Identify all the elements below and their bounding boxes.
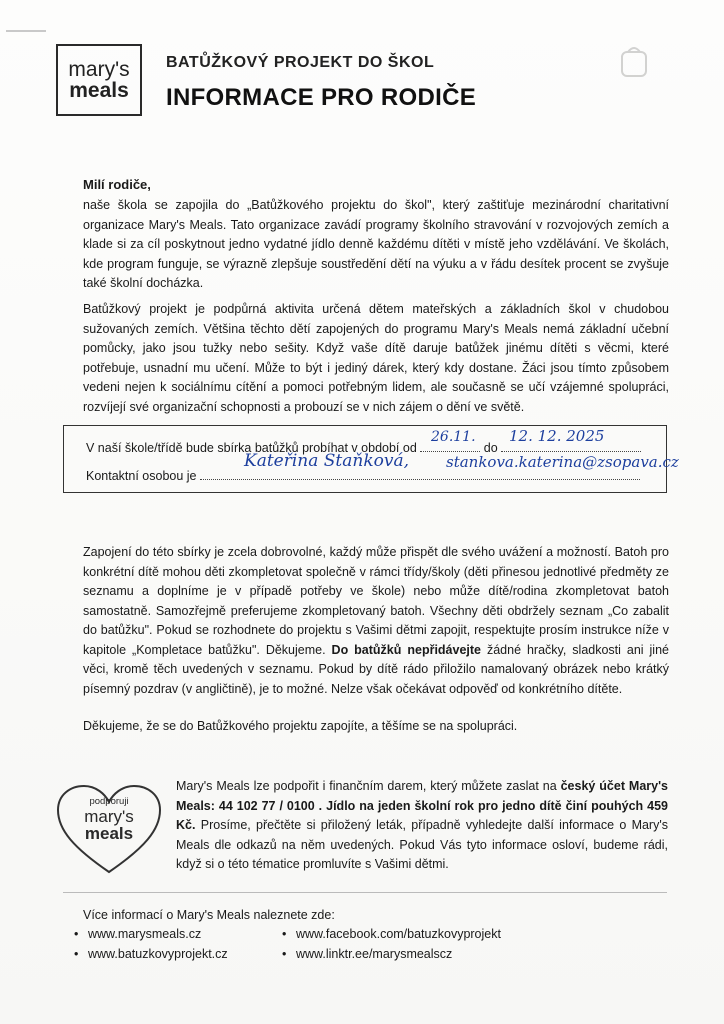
handwritten-contact-name: Kateřina Staňková,: [244, 451, 410, 471]
period-label: V naší škole/třídě bude sbírka batůžků probíhat v období od: [86, 441, 417, 455]
more-info-heading: Více informací o Mary's Meals naleznete zde:: [83, 908, 335, 922]
handwritten-date-to: 12. 12. 2025: [509, 427, 605, 445]
logo-line-1: mary's: [68, 58, 130, 81]
intro-paragraph: naše škola se zapojila do „Batůžkového projektu do škol", který zaštiťuje mezinárodní charitativní organizace Mary's Meals. Tato organizace zavádí programy školního stravování v rozvojových zemích a klade si za cíl poskytnout jedno vydatné jídlo denně každému dítěti v místě jeho vzdělávání. Ve školách, kde program funguje, se výrazně zlepšuje soustředění dětí na výuku a v řádu desítek procent se zvyšuje také školní docházka.: [83, 198, 669, 290]
link-marysmeals[interactable]: • www.marysmeals.cz: [74, 924, 228, 944]
page-title: INFORMACE PRO RODIČE: [166, 84, 477, 111]
link-facebook[interactable]: • www.facebook.com/batuzkovyprojekt: [282, 924, 501, 944]
marys-meals-logo: [56, 44, 142, 116]
support-logo: [54, 796, 164, 842]
donation-paragraph: Mary's Meals lze podpořit i finančním darem, který můžete zaslat na český účet Mary's Meals: 44 102 77 / 0100 . Jídlo na jeden školní rok pro jedno dítě činí pouhých 459 Kč. Prosíme, přečtěte si přiložený leták, případně vyhledejte další informace o Mary's Meals dle odkazů na něm uvedených. Pokud Vás tyto informace osloví, budeme rádi, když si o této tématice promluvíte s Vašimi dětmi.: [176, 779, 669, 871]
scan-mark: [6, 30, 46, 32]
logo-line-2: meals: [69, 79, 129, 102]
support-logo-line-2: mary's: [84, 807, 134, 826]
divider: [63, 892, 667, 893]
greeting: Milí rodiče,: [83, 177, 151, 192]
support-logo-line-1: podporuji: [89, 796, 129, 807]
links-right: [282, 924, 501, 964]
bank-account-info: český účet Mary's Meals: 44 102 77 / 0100 . Jídlo na jeden školní rok pro jedno dítě činí pouhých 459 Kč.: [176, 779, 669, 832]
participation-paragraph: Zapojení do této sbírky je zcela dobrovolné, každý může přispět dle svého uvážení a možností. Batoh pro konkrétní dítě mohou děti zkompletovat společně v rámci třídy/školy (děti přinesou jednotlivé předměty ze seznamu a doplníme je v případě potřeby ve škole) nebo může dítě/rodina zkompletovat batoh samostatně. Samozřejmě preferujeme zkompletovaný batoh. Všechny děti obdržely seznam „Co zabalit do batůžku". Pokud se rozhodnete do projektu s Vašimi dětmi zapojit, respektujte prosím instrukce níže v kapitole „Kompletace batůžku". Děkujeme. Do batůžků nepřidávejte žádné hračky, sladkosti ani jiné věci, kromě těch uvedených v seznamu. Pokud by dítě rádo přiložilo namalovaný obrázek nebo krátký písemný pozdrav (v angličtině), je to možné. Nelze však očekávat odpověď od konkrétního dítěte.: [83, 545, 669, 696]
handwritten-date-from: 26.11.: [431, 429, 476, 445]
link-linktree[interactable]: • www.linktr.ee/marysmealscz: [282, 944, 501, 964]
backpack-icon: [616, 44, 652, 78]
link-batuzkovyprojekt[interactable]: • www.batuzkovyprojekt.cz: [74, 944, 228, 964]
support-logo-line-3: meals: [84, 824, 134, 843]
links-left: [74, 924, 228, 964]
thanks-paragraph: Děkujeme, že se do Batůžkového projektu zapojíte, a těšíme se na spolupráci.: [83, 719, 518, 733]
do-not-add-emphasis: Do batůžků nepřidávejte: [331, 642, 481, 657]
contact-label: Kontaktní osobou je: [86, 469, 197, 483]
header-subtitle: BATŮŽKOVÝ PROJEKT DO ŠKOL: [166, 54, 435, 71]
project-paragraph: Batůžkový projekt je podpůrná aktivita určená dětem mateřských a základních škol v chudobou sužovaných zemích. Většina těchto dětí zapojených do programu Mary's Meals nemá základní učební pomůcky, jako jsou tužky nebo sešity. Když vaše dítě daruje batůžek jinému dítěti s věcmi, které potřebuje, usnadní mu učení. Může to být i jediný dárek, který kdy dostane. Žáci jsou tímto způsobem vedeni nejen k sociálnímu cítění a pomoci potřebným lidem, ale současně se učí vzájemné spolupráci, rozvíjejí své organizační schopnosti a probouzí se v nich zájem o dění ve světě.: [83, 302, 669, 414]
period-to-label: do: [483, 441, 498, 455]
handwritten-contact-email: stankova.katerina@zsopava.cz: [446, 453, 679, 471]
